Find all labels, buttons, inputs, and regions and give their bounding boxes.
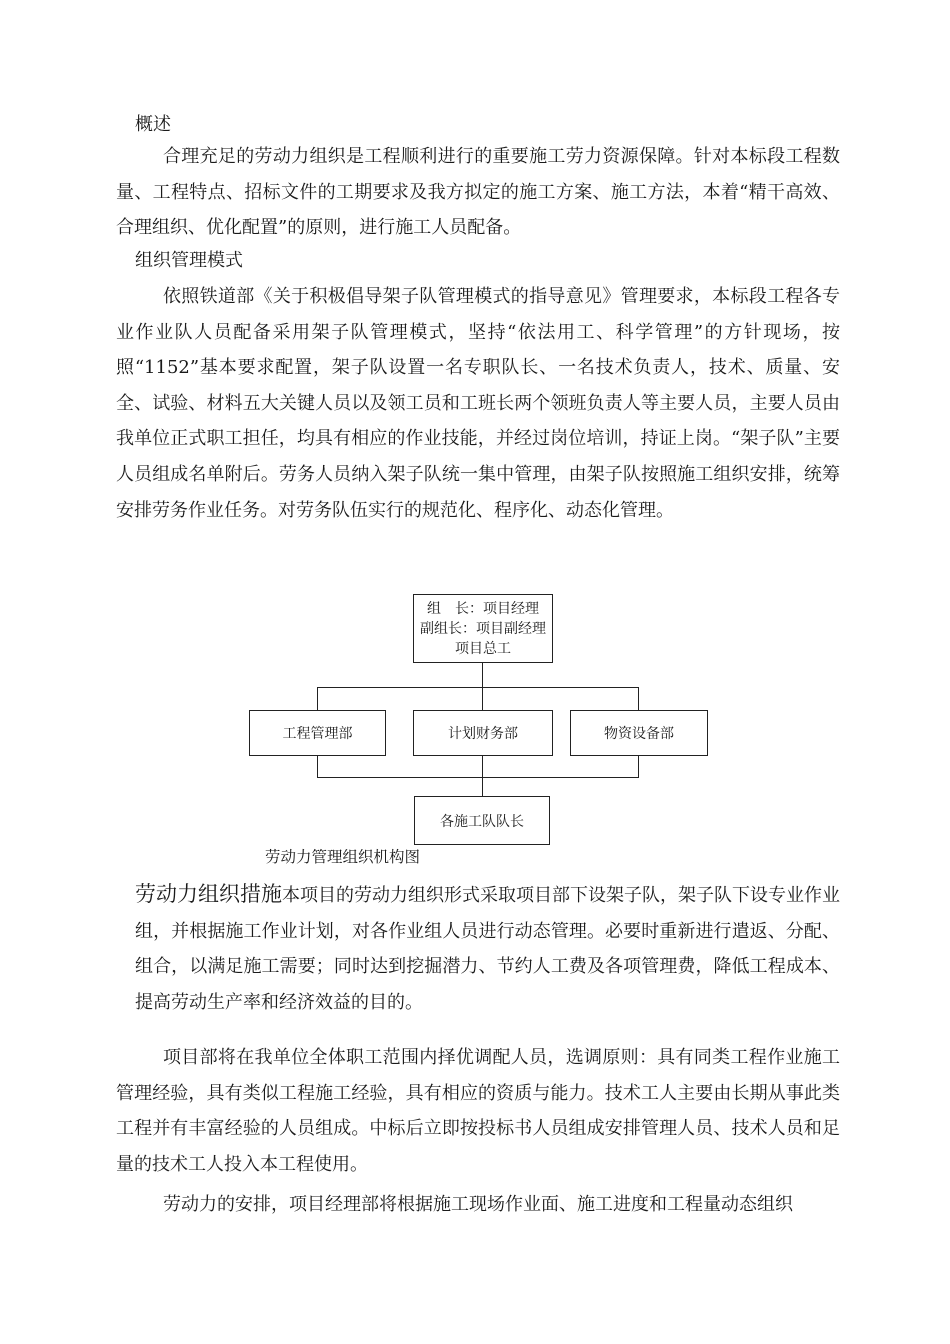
labor-arrangement-paragraph: 劳动力的安排，项目经理部将根据施工现场作业面、施工进度和工程量动态组织 (163, 1194, 793, 1215)
section-heading-overview: 概述 (135, 114, 171, 135)
org-leader-line-2: 副组长：项目副经理 (420, 620, 546, 637)
org-mode-paragraph: 依照铁道部《关于积极倡导架子队管理模式的指导意见》管理要求，本标段工程各专业作业队人员配备采用架子队管理模式，坚持“依法用工、科学管理”的方针现场，按照“1152”基本要求配置，架子队设置一名专职队长、一名技术负责人，技术、质量、安全、试验、材料五大关键人员以及领工员和工班长两个领班负责人等主要人员，主要人员由我单位正式职工担任，均具有相应的作业技能，并经过岗位培训，持证上岗。“架子队”主要人员组成名单附后。劳务人员纳入架子队统一集中管理，由架子队按照施工组织安排，统筹安排劳务作业任务。对劳务队伍实行的规范化、程序化、动态化管理。 (116, 286, 840, 521)
connector-line (482, 687, 483, 711)
dept-box-materials: 物资设备部 (570, 710, 708, 756)
connector-line (317, 777, 638, 778)
dept-box-engineering: 工程管理部 (249, 710, 386, 756)
org-leader-box (413, 594, 553, 663)
section-heading-org-mode: 组织管理模式 (135, 250, 243, 271)
staffing-paragraph: 项目部将在我单位全体职工范围内择优调配人员，选调原则：具有同类工程作业施工管理经验，具有类似工程施工经验，具有相应的资质与能力。技术工人主要由长期从事此类工程并有丰富经验的人员组成。中标后立即按投标书人员组成安排管理人员、技术人员和足量的技术工人投入本工程使用。 (116, 1047, 840, 1175)
connector-line (317, 687, 638, 688)
connector-line (317, 687, 318, 711)
connector-line (482, 663, 483, 688)
connector-line (482, 756, 483, 797)
overview-paragraph: 合理充足的劳动力组织是工程顺利进行的重要施工劳力资源保障。针对本标段工程数量、工程特点、招标文件的工期要求及我方拟定的施工方案、施工方法，本着“精干高效、合理组织、优化配置”的原则，进行施工人员配备。 (116, 146, 840, 239)
connector-line (317, 756, 318, 778)
team-leaders-box: 各施工队队长 (414, 796, 550, 845)
labor-measures-paragraph (135, 877, 840, 1020)
labor-measures-text: 本项目的劳动力组织形式采取项目部下设架子队，架子队下设专业作业组，并根据施工作业计划，对各作业组人员进行动态管理。必要时重新进行遣返、分配、组合，以满足施工需要；同时达到挖掘潜力、节约人工费及各项管理费，降低工程成本、提高劳动生产率和经济效益的目的。 (135, 885, 840, 1013)
dept-box-finance: 计划财务部 (413, 710, 553, 756)
org-chart-caption: 劳动力管理组织机构图 (265, 848, 421, 866)
org-leader-line-1: 组 长：项目经理 (427, 600, 539, 617)
section-heading-labor-measures: 劳动力组织措施 (135, 882, 282, 906)
org-leader-line-3: 项目总工 (455, 640, 511, 657)
connector-line (638, 687, 639, 711)
connector-line (638, 756, 639, 778)
